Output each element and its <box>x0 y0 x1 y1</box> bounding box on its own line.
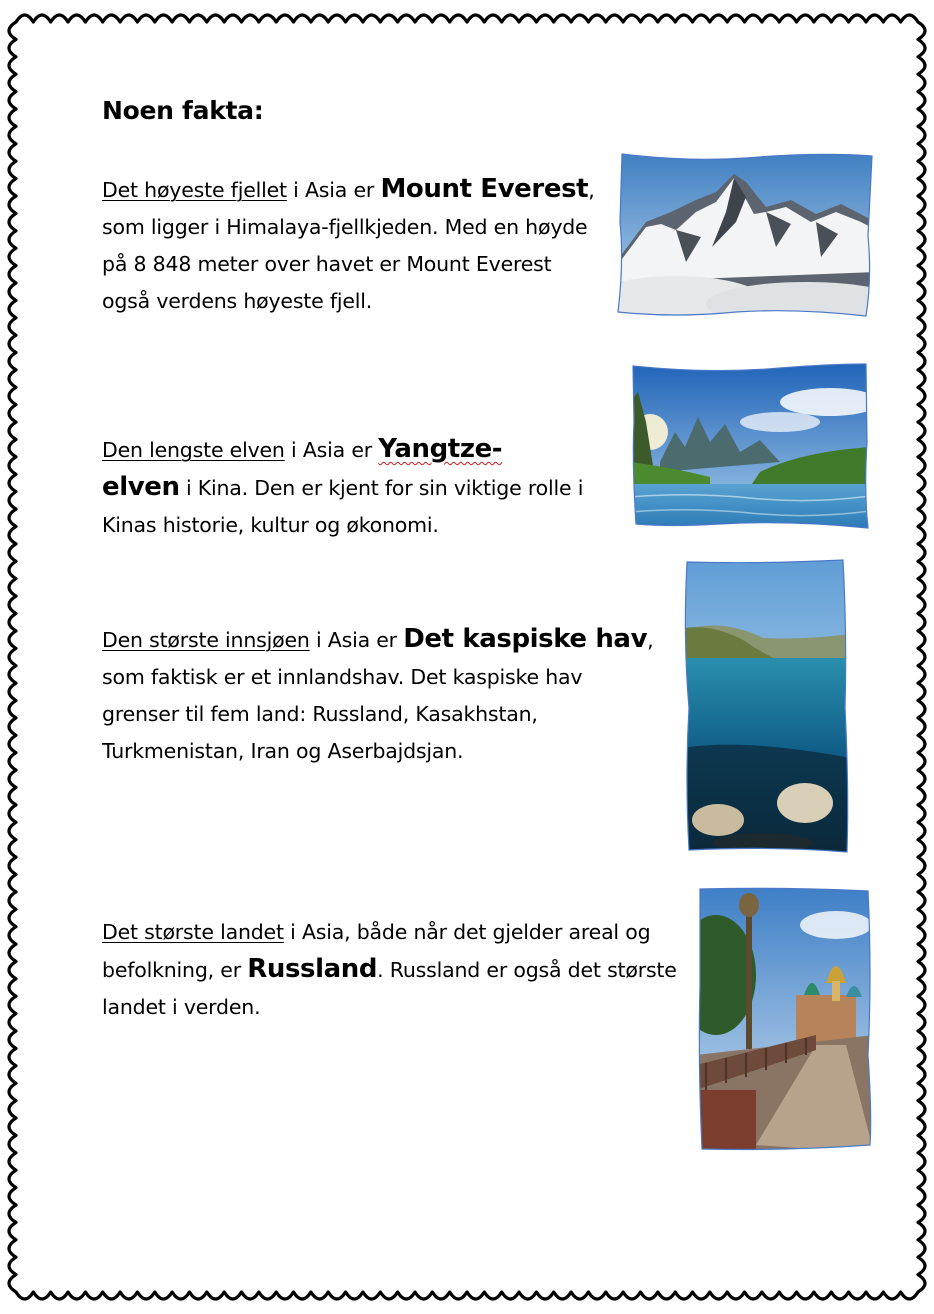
fact-river-text: i Asia er <box>284 438 379 462</box>
fact-country-topic: Det største landet <box>102 920 284 944</box>
st-petersburg-photo <box>696 885 874 1153</box>
fact-mountain-highlight: Mount Everest <box>380 174 589 204</box>
fact-mountain <box>102 171 602 320</box>
mountain-photo <box>616 152 876 320</box>
fact-lake-text: i Asia er <box>309 628 404 652</box>
fact-country-text: i Asia, både når det gjelder areal og befolkning, er <box>102 920 651 982</box>
fact-river-highlight-b: elven <box>102 472 180 502</box>
fact-river-highlight: Yangtze- <box>378 434 503 464</box>
fact-country-highlight: Russland <box>247 954 378 984</box>
fact-river-topic: Den lengste elven <box>102 438 285 462</box>
fact-mountain-rest: , som ligger i Himalaya-fjellkjeden. Med en høyde på 8 848 meter over havet er Mount Everest også verdens høyeste fjell. <box>102 178 595 313</box>
fact-mountain-topic: Det høyeste fjellet <box>102 178 287 202</box>
fact-river <box>102 431 622 544</box>
fact-lake-topic: Den største innsjøen <box>102 628 310 652</box>
fact-country-rest: . Russland er også det største landet i verden. <box>102 958 677 1019</box>
fact-mountain-text: i Asia er <box>286 178 381 202</box>
river-photo <box>630 362 870 530</box>
fact-lake-rest: , som faktisk er et innlandshav. Det kaspiske hav grenser til fem land: Russland, Kasakhstan, Turkmenistan, Iran og Aserbajdsjan. <box>102 628 654 763</box>
fact-river-rest: i Kina. Den er kjent for sin viktige rolle i Kinas historie, kultur og økonomi. <box>102 476 584 537</box>
fact-lake <box>102 621 662 770</box>
page-heading: Noen fakta: <box>102 96 264 125</box>
fact-country <box>102 914 682 1026</box>
caspian-sea-photo <box>683 558 851 854</box>
fact-lake-highlight: Det kaspiske hav <box>403 624 648 654</box>
